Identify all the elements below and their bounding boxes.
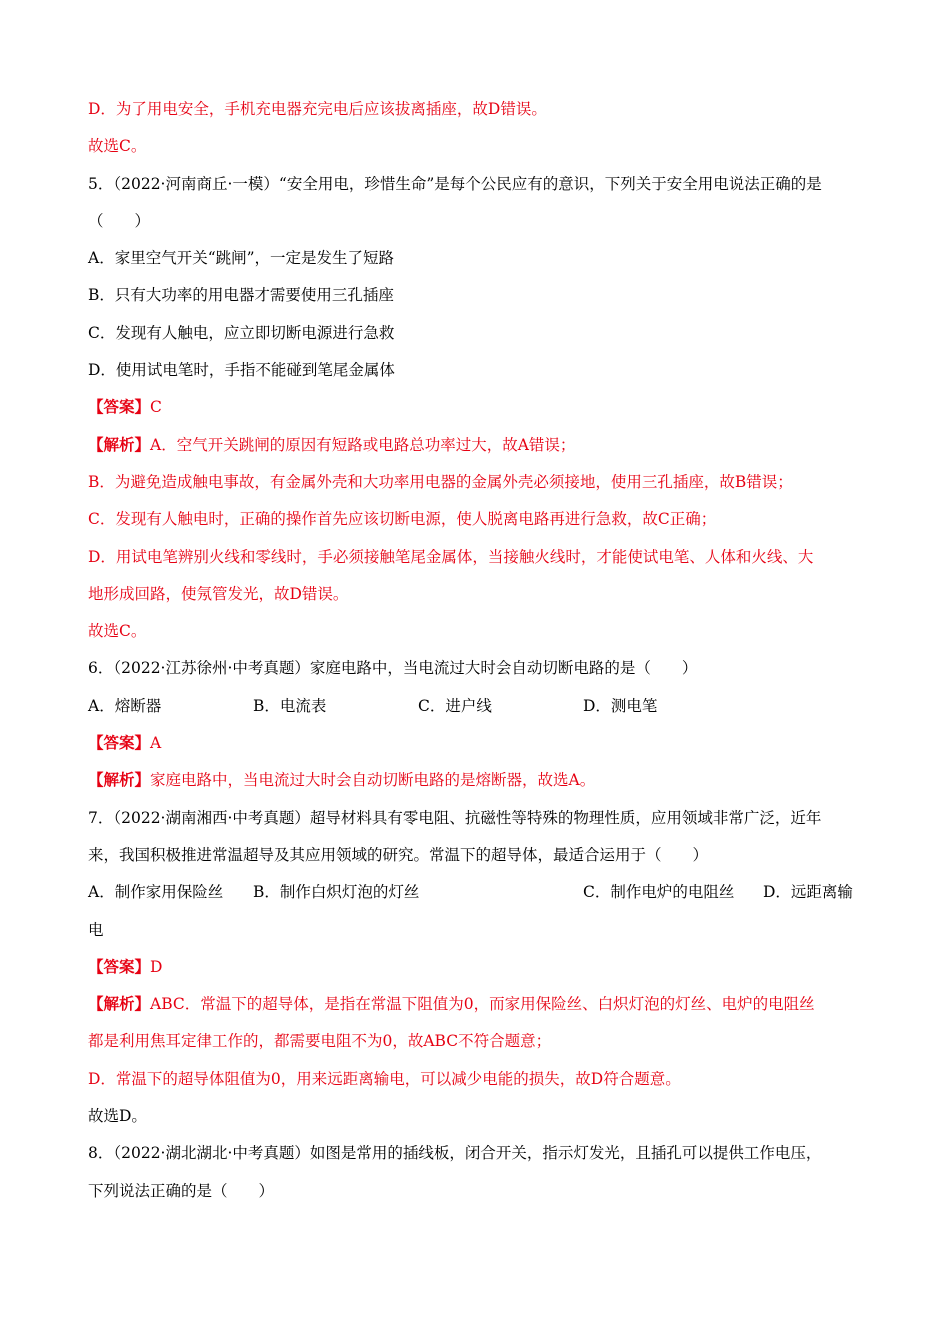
q5-option-b: B．只有大功率的用电器才需要使用三孔插座	[88, 286, 394, 305]
explanation-label: 【解析】	[88, 434, 151, 454]
q5-choose: 故选C。	[88, 622, 147, 641]
q5-explanation-c: C．发现有人触电时，正确的操作首先应该切断电源，使人脱离电路再进行急救，故C正确；	[88, 510, 717, 529]
q5-stem-line2: （ ）	[88, 211, 151, 230]
explanation-label: 【解析】	[88, 994, 151, 1014]
prev-choose: 故选C。	[88, 137, 147, 156]
q5-stem-line1: 5．（2022·河南商丘·一模）“安全用电，珍惜生命”是每个公民应有的意识，下列关于安全用电说法正确的是	[88, 174, 822, 193]
q6-explanation	[88, 766, 868, 803]
q8-stem-line2: 下列说法正确的是（ ）	[88, 1181, 275, 1200]
q6-option-b: B．电流表	[253, 696, 327, 715]
q7-choose: 故选D。	[88, 1107, 147, 1126]
explanation-text: 家庭电路中，当电流过大时会自动切断电路的是熔断器，故选A。	[150, 771, 596, 790]
q5-explanation-b: B．为避免造成触电事故，有金属外壳和大功率用电器的金属外壳必须接地，使用三孔插座，故B错误；	[88, 472, 793, 491]
q6-option-d: D．测电笔	[583, 696, 658, 715]
q5-option-a: A．家里空气开关“跳闸”，一定是发生了短路	[88, 249, 395, 268]
q7-explanation-d: D．常温下的超导体阻值为0，用来远距离输电，可以减少电能的损失，故D符合题意。	[88, 1069, 681, 1088]
q6-options	[88, 692, 868, 729]
answer-label: 【答案】	[88, 956, 151, 976]
q8-stem-line1: 8．（2022·湖北湖北·中考真题）如图是常用的插线板，闭合开关，指示灯发光，且插孔可以提供工作电压，	[88, 1144, 822, 1163]
document-page	[88, 95, 868, 1214]
explanation-text: A．空气开关跳闸的原因有短路或电路总功率过大，故A错误；	[150, 435, 576, 454]
q6-option-c: C．进户线	[418, 696, 492, 715]
answer-value: D	[150, 957, 163, 976]
q6-option-a: A．熔断器	[88, 696, 162, 715]
q7-stem-line1: 7．（2022·湖南湘西·中考真题）超导材料具有零电阻、抗磁性等特殊的物理性质，应用领域非常广泛，近年	[88, 808, 822, 827]
q5-option-c: C．发现有人触电，应立即切断电源进行急救	[88, 323, 395, 342]
q7-option-d: D．远距离输	[763, 883, 853, 902]
q7-options	[88, 878, 868, 915]
explanation-text: ABC．常温下的超导体，是指在常温下阻值为0，而家用保险丝、白炽灯泡的灯丝、电炉的电阻丝	[150, 995, 815, 1014]
answer-value: A	[150, 734, 162, 753]
explanation-label: 【解析】	[88, 770, 151, 790]
q7-explanation-abc2: 都是利用焦耳定律工作的，都需要电阻不为0，故ABC不符合题意；	[88, 1032, 552, 1051]
q7-answer	[88, 953, 868, 990]
q7-option-a: A．制作家用保险丝	[88, 883, 224, 902]
q5-explanation-a	[88, 431, 868, 468]
answer-label: 【答案】	[88, 733, 151, 753]
q5-explanation-d1: D．用试电笔辨别火线和零线时，手必须接触笔尾金属体，当接触火线时，才能使试电笔、人体和火线、大	[88, 547, 814, 566]
answer-label: 【答案】	[88, 397, 151, 417]
q5-answer	[88, 393, 868, 430]
answer-value: C	[150, 398, 162, 417]
prev-explanation-d: D．为了用电安全，手机充电器充完电后应该拔离插座，故D错误。	[88, 100, 547, 118]
q7-stem-line2: 来，我国积极推进常温超导及其应用领域的研究。常温下的超导体，最适合运用于（ ）	[88, 845, 709, 864]
q7-option-d-wrap: 电	[88, 920, 104, 939]
q7-explanation-abc1	[88, 990, 868, 1027]
q5-explanation-d2: 地形成回路，使氖管发光，故D错误。	[88, 584, 349, 603]
q7-option-b: B．制作白炽灯泡的灯丝	[253, 883, 420, 902]
q6-answer	[88, 729, 868, 766]
q7-option-c: C．制作电炉的电阻丝	[583, 883, 735, 902]
q6-stem: 6．（2022·江苏徐州·中考真题）家庭电路中，当电流过大时会自动切断电路的是（ ）	[88, 659, 698, 678]
q5-option-d: D．使用试电笔时，手指不能碰到笔尾金属体	[88, 361, 395, 380]
